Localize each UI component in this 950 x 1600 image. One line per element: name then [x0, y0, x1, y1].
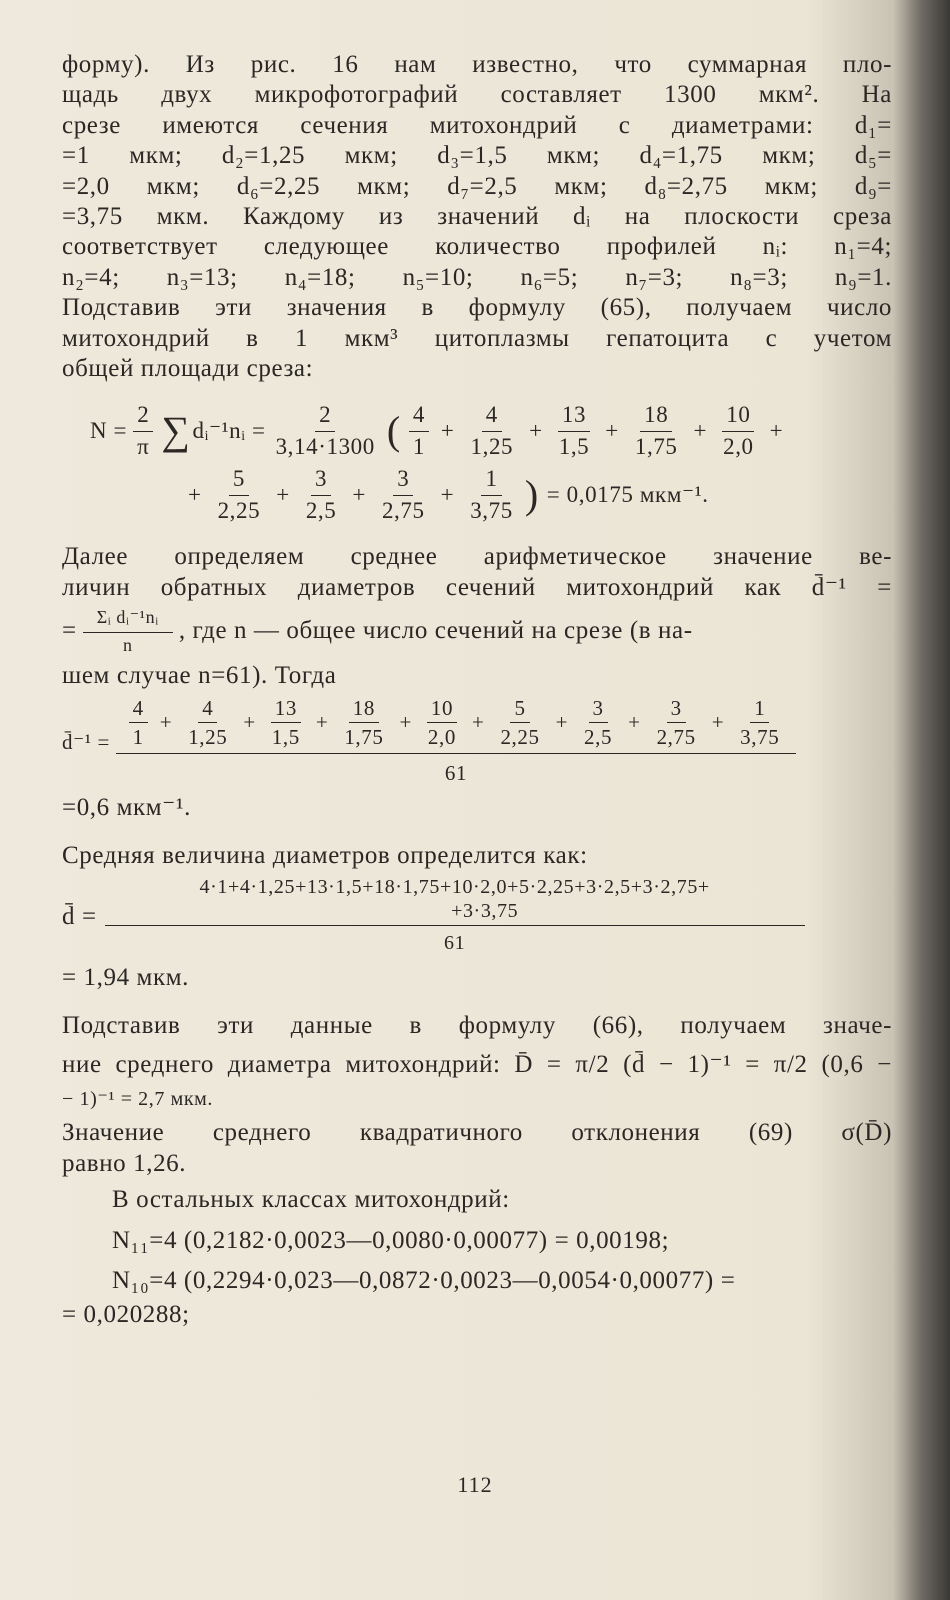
formula-lhs: N = [90, 418, 128, 444]
left-paren: ( [386, 408, 401, 454]
fraction-num: Σᵢ dᵢ⁻¹nᵢ [83, 607, 173, 633]
fraction [133, 402, 153, 460]
formula-result: =0,6 мкм⁻¹. [62, 793, 191, 821]
fraction-den: n [122, 634, 133, 655]
text-line: щадь двух микрофотографий составляет 1300 мкм². На [62, 81, 892, 109]
term-fraction: $\frac{1}{3,75}$ [470, 466, 513, 523]
fraction [83, 607, 173, 655]
text-line: митохондрий в 1 мкм³ цитоплазмы гепатоцита с учетом [62, 324, 892, 352]
big-fraction: $\frac{4}{1}$ + $\frac{4}{1,25}$ + $\frac{13}{1,5}$ + $\frac{18}{1,75}$ + $\frac{10}{2,0}$ + $\frac{5}{2,25}$ + $\frac{3}{2,5}$ + $\frac{3}{2,75}$ + $\frac{1}{3,75}$ 61 [116, 696, 796, 789]
formula-mean-inverse [62, 696, 892, 789]
sum-sign: ∑ [161, 408, 191, 454]
inline-fraction-line: = $\frac{\text{Σᵢ dᵢ⁻¹nᵢ}}{n}$ , где n — общее число сечений на срезе (в на- [62, 607, 892, 655]
paragraph-1 [62, 50, 892, 384]
term-fraction: $\frac{3}{2,5}$ [305, 466, 337, 523]
text-line: равно 1,26. [62, 1149, 187, 1177]
text-line: Далее определяем среднее арифметическое значение ве- [62, 543, 892, 571]
term-fraction: $\frac{3}{2,75}$ [381, 466, 425, 523]
text-line: n₂=4; n₃=13; n₄=18; n₅=10; n₆=5; n₇=3; n₈=3; n₉=1. [62, 263, 892, 291]
sum-term: dᵢ⁻¹nᵢ = [192, 418, 266, 444]
text-line: срезе имеются сечения митохондрий с диаметрами: d₁= [62, 111, 892, 139]
text-line: Подставив эти данные в формулу (66), получаем значе- [62, 1012, 892, 1040]
right-paren: ) [524, 472, 539, 518]
term-fraction: $\frac{13}{1,5}$ [558, 402, 590, 459]
fraction-den: 3,14·1300 [275, 433, 375, 459]
text-line: Значение среднего квадратичного отклонения (69) σ(D̄) [62, 1119, 892, 1147]
equation-line: N₁₁=4 (0,2182·0,0023—0,0080·0,00077) = 0,00198; [112, 1226, 670, 1254]
fraction-den: π [137, 433, 150, 459]
text-line: соответствует следующее количество профилей nᵢ: n₁=4; [62, 233, 892, 261]
text-line: =2,0 мкм; d₆=2,25 мкм; d₇=2,5 мкм; d₈=2,75 мкм; d₉= [62, 172, 892, 200]
text-line: Подставив эти значения в формулу (65), получаем число [62, 294, 892, 322]
fraction-den: 61 [444, 761, 468, 786]
formula-result: = 1,94 мкм. [62, 963, 189, 991]
term-fraction: $\frac{10}{2,0}$ [723, 402, 754, 459]
term-fraction: $\frac{18}{1,75}$ [634, 402, 678, 459]
text-line: В остальных классах митохондрий: [112, 1186, 510, 1214]
formula-n-line2: + $\frac{5}{2,25}$ + $\frac{3}{2,5}$ + $\frac{3}{2,75}$ + $\frac{1}{3,75}$ ) = 0,0175 мкм⁻¹. [188, 466, 709, 523]
term-fraction: $\frac{5}{2,25}$ [217, 466, 261, 523]
text-line: форму). Из рис. 16 нам известно, что суммарная пло- [62, 51, 892, 78]
term-fraction: $\frac{4}{1}$ [409, 402, 429, 460]
fraction-num: 2 [133, 402, 153, 431]
text-line: , где n — общее число сечений на срезе (в на- [178, 617, 693, 645]
text-line: Средняя величина диаметров определится как: [62, 841, 588, 869]
formula-mean-diameter [62, 875, 892, 958]
fraction-num: 4·1+4·1,25+13·1,5+18·1,75+10·2,0+5·2,25+3·2,5+3·2,75+ [199, 876, 710, 899]
equation-line: N₁₀=4 (0,2294·0,023—0,0872·0,0023—0,0054·0,00077) = [112, 1266, 736, 1294]
text-line: ние среднего диаметра митохондрий: D̄ = π/2 (d̄ − 1)⁻¹ = π/2 (0,6 − [62, 1050, 892, 1078]
formula-result: = 0,0175 мкм⁻¹. [546, 482, 709, 508]
paragraph-2 [62, 542, 892, 692]
formula-n-line1: N = $\frac{2}{\pi}$ ∑ dᵢ⁻¹nᵢ = $\frac{2}{3,14\cdot 1300}$ ( $\frac{4}{1}$ + $\frac{4}{1,25}$ + $\frac{13}{1,5}$ + $\frac{18}{1,75}$ + $\frac{10}{2,0}$ + [90, 402, 784, 459]
term-fraction: $\frac{4}{1,25}$ [470, 402, 514, 459]
fraction-num: 2 [315, 402, 335, 431]
text-line: личин обратных диаметров сечений митохондрий как d̄⁻¹ = [62, 573, 892, 601]
page-number: 112 [457, 1472, 493, 1497]
paragraph-6 [62, 1185, 892, 1331]
text-line: =1 мкм; d₂=1,25 мкм; d₃=1,5 мкм; d₄=1,75 мкм; d₅= [62, 142, 892, 170]
fraction-den: 61 [444, 932, 466, 955]
page-text [62, 50, 892, 1331]
text-line: =3,75 мкм. Каждому из значений dᵢ на плоскости среза [62, 203, 892, 231]
text-line: − 1)⁻¹ = 2,7 мкм. [62, 1087, 214, 1110]
text-line: шем случае n=61). Тогда [62, 662, 337, 690]
formula-lhs: d̄⁻¹ = [62, 729, 110, 754]
formula-lhs: d̄ = [62, 902, 97, 930]
big-fraction [105, 875, 805, 958]
text-line: общей площади среза: [62, 355, 314, 383]
equation-line: = 0,020288; [62, 1301, 190, 1329]
paragraph-5 [62, 1118, 892, 1179]
fraction [272, 402, 379, 460]
fraction-num: +3·3,75 [451, 900, 519, 923]
paragraph-4 [62, 1011, 892, 1114]
